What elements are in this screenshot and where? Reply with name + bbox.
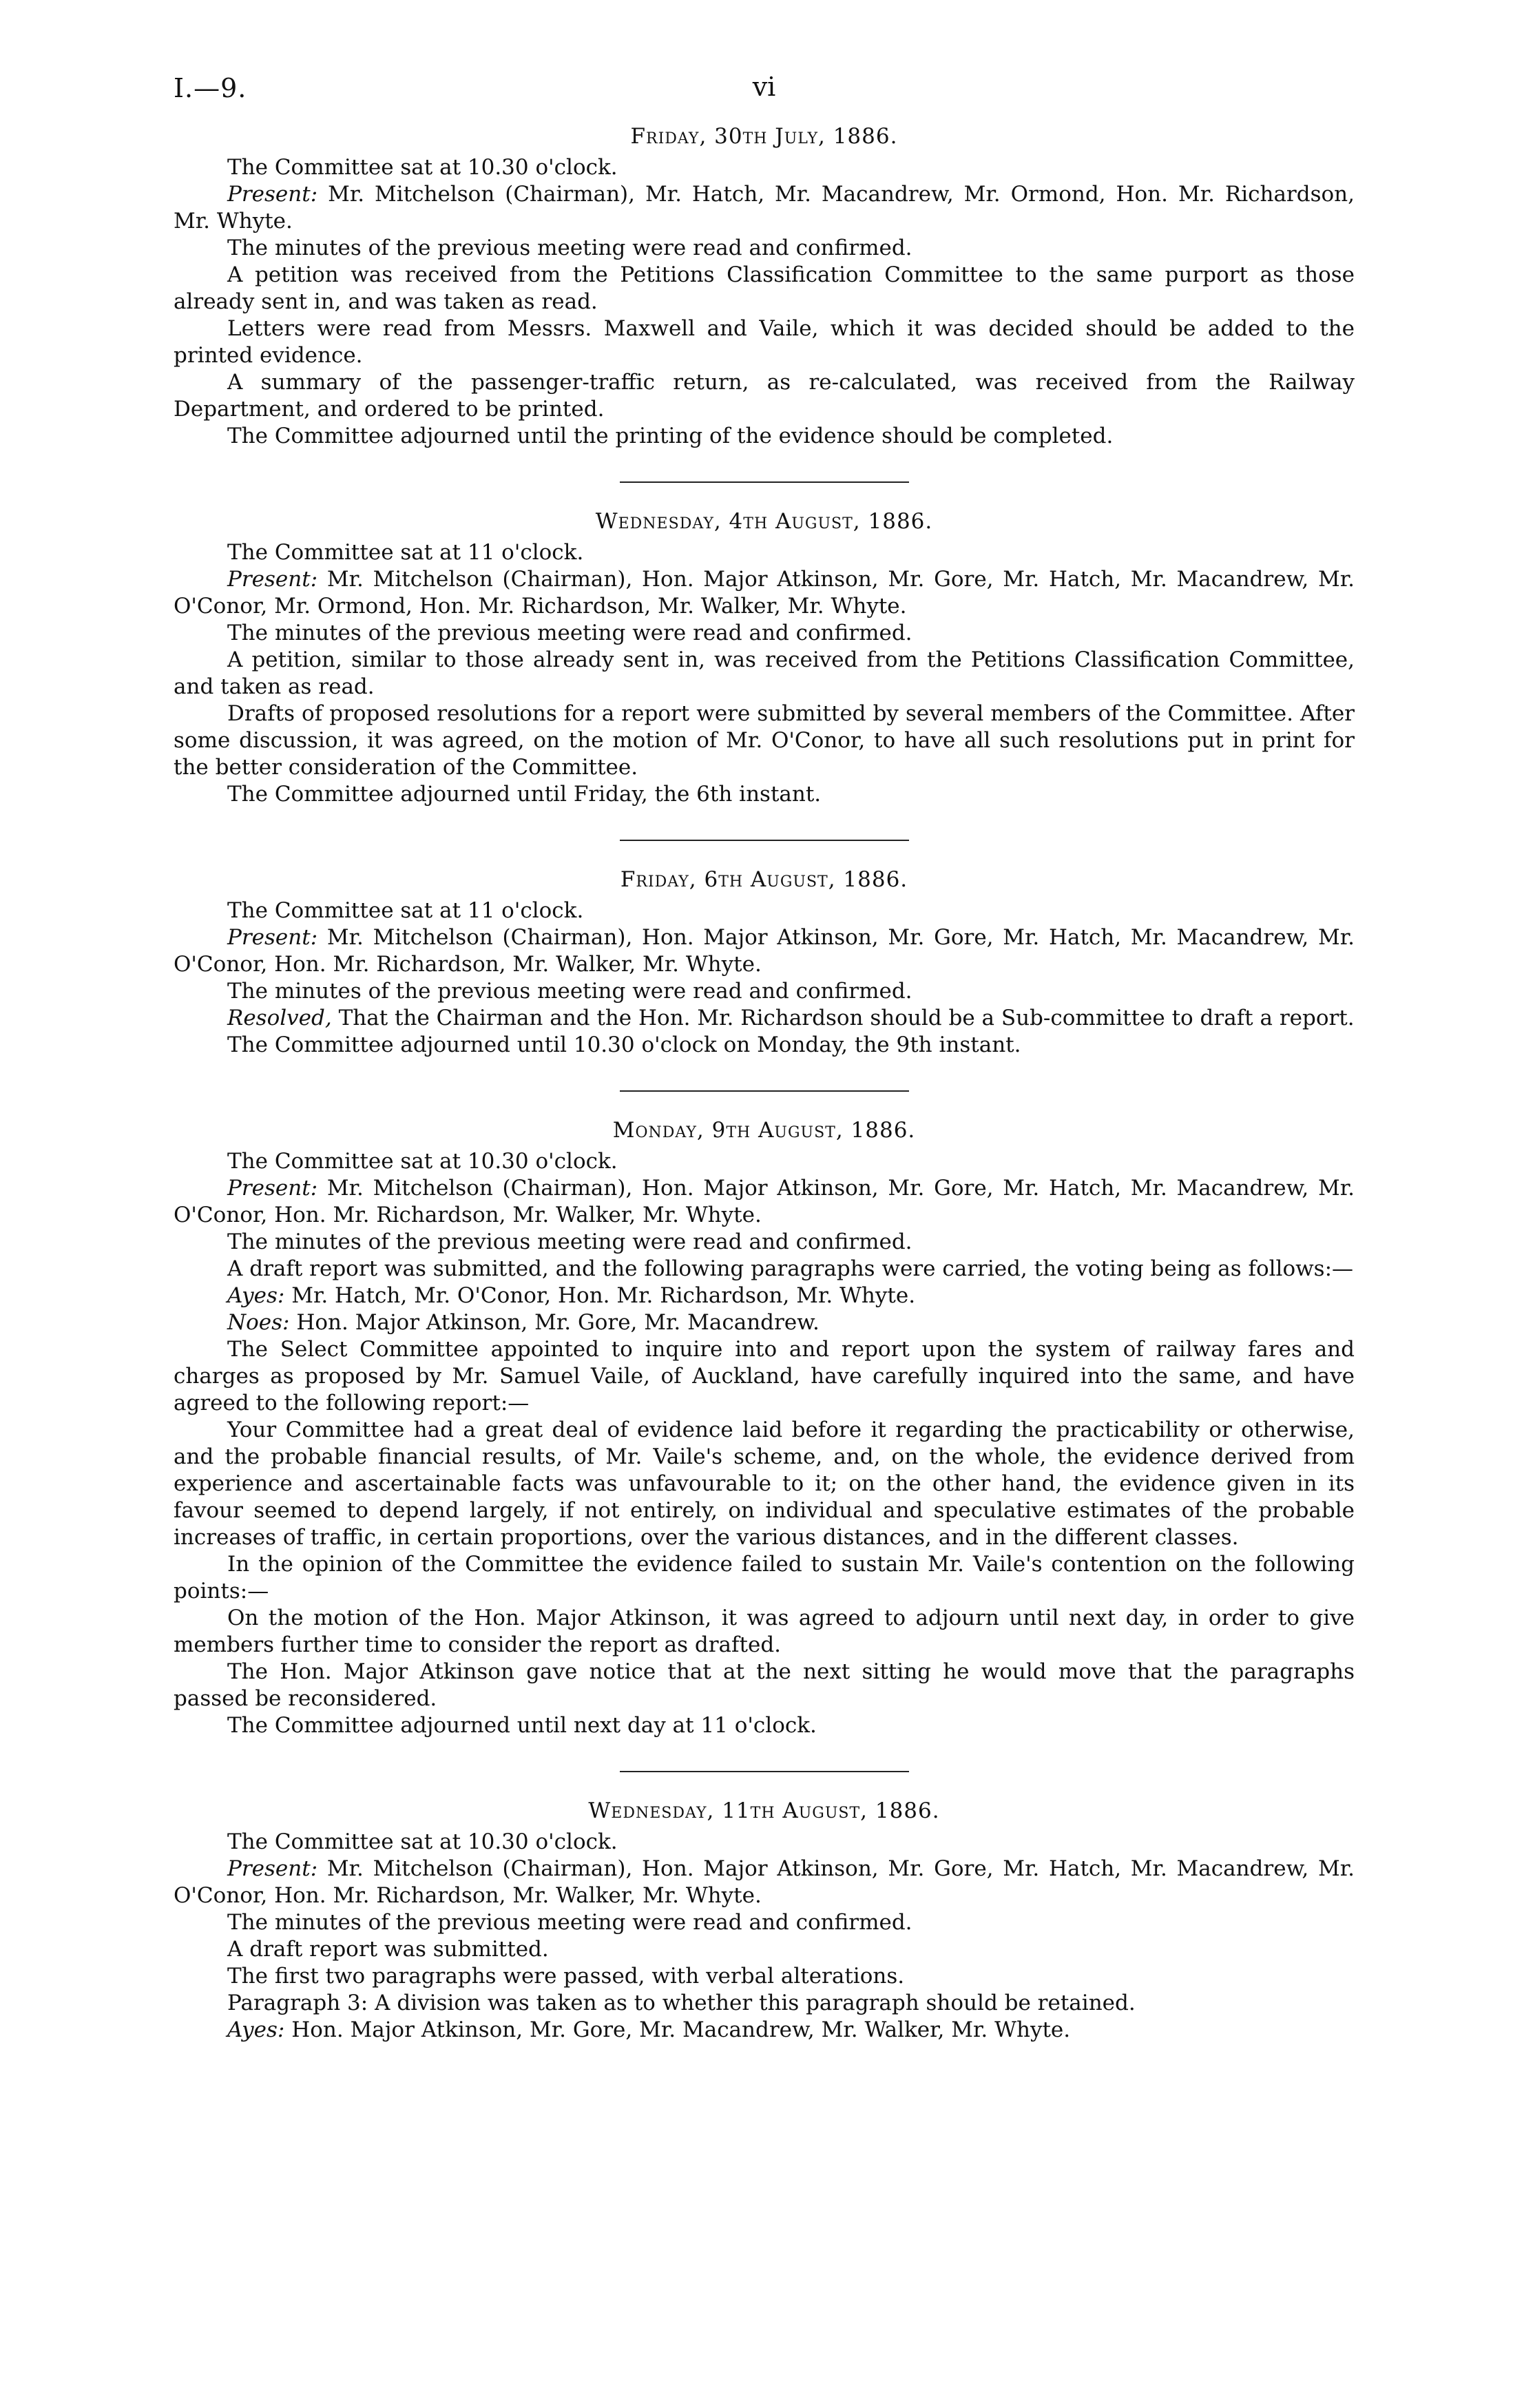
minute-paragraph (174, 566, 1355, 620)
paragraph-text: The Committee adjourned until Friday, the 6th instant. (227, 782, 822, 807)
paragraph-text: A petition, similar to those already sent in, was received from the Petitions Classification Committee, and taken as read. (174, 647, 1355, 699)
meeting-date-heading: Wednesday, 11th August, 1886. (588, 1798, 940, 1823)
paragraph-text: The first two paragraphs were passed, with verbal alterations. (227, 1964, 905, 1989)
meeting-section (174, 1118, 1355, 1739)
minute-paragraph (174, 1712, 1355, 1739)
paragraph-text: The Committee sat at 10.30 o'clock. (227, 1149, 618, 1174)
paragraph-text: The minutes of the previous meeting were read and confirmed. (227, 621, 912, 645)
paragraph-text: Drafts of proposed resolutions for a report were submitted by several members of the Committee. After some discussion, it was agreed, on the motion of Mr. O'Conor, to have all such resolutions put in print for the better consideration of the Committee. (174, 701, 1355, 780)
page-header (174, 69, 1355, 124)
minute-paragraph (174, 1417, 1355, 1551)
paragraph-label: Present: (227, 1856, 318, 1881)
paragraph-text: Mr. Mitchelson (Chairman), Mr. Hatch, Mr. Macandrew, Mr. Ormond, Hon. Mr. Richardson, Mr. Whyte. (174, 182, 1355, 233)
paragraph-text: A petition was received from the Petitions Classification Committee to the same purport as those already sent in, and was taken as read. (174, 262, 1355, 314)
paragraph-text: The Committee adjourned until 10.30 o'clock on Monday, the 9th instant. (227, 1032, 1021, 1057)
minute-paragraph (174, 369, 1355, 423)
paragraph-text: The Committee sat at 10.30 o'clock. (227, 1829, 618, 1854)
minute-paragraph (174, 1551, 1355, 1605)
meeting-date-heading: Friday, 30th July, 1886. (630, 124, 898, 149)
parliamentary-paper-reference: I.—9. (174, 73, 247, 103)
paragraph-label: Resolved, (227, 1006, 332, 1030)
paragraph-text: Your Committee had a great deal of evidence laid before it regarding the practicability or otherwise, and the probable financial results, of Mr. Vaile's scheme, and, on the whole, the evidence derived from experience and ascertainable facts was unfavourable to it; on the other hand, the evidence given in its favour seemed to depend largely, if not entirely, on individual and speculative estimates of the probable increases of traffic, in certain proportions, over the various distances, and in the different classes. (174, 1418, 1355, 1550)
minute-paragraph (174, 1659, 1355, 1712)
paragraph-text: Hon. Major Atkinson, Mr. Gore, Mr. Macandrew. (289, 1310, 820, 1335)
minute-paragraph (174, 1336, 1355, 1417)
paragraph-text: Letters were read from Messrs. Maxwell and Vaile, which it was decided should be added to the printed evidence. (174, 316, 1355, 368)
meeting-date-heading: Friday, 6th August, 1886. (620, 867, 908, 892)
page-number: vi (752, 72, 776, 102)
meeting-section (174, 509, 1355, 808)
minute-paragraph (174, 1148, 1355, 1175)
section-divider (620, 840, 909, 841)
paragraph-text: The Committee adjourned until next day at 11 o'clock. (227, 1713, 817, 1738)
paragraph-label: Present: (227, 925, 318, 950)
paragraph-text: The Committee adjourned until the printing of the evidence should be completed. (227, 424, 1114, 448)
paragraph-text: That the Chairman and the Hon. Mr. Richardson should be a Sub-committee to draft a report. (331, 1006, 1355, 1030)
paragraph-text: The minutes of the previous meeting were read and confirmed. (227, 1229, 912, 1254)
paragraph-text: Mr. Mitchelson (Chairman), Hon. Major Atkinson, Mr. Gore, Mr. Hatch, Mr. Macandrew, Mr. O'Conor, Hon. Mr. Richardson, Mr. Walker, Mr. Whyte. (174, 925, 1355, 977)
minute-paragraph (174, 1175, 1355, 1229)
minute-paragraph (174, 181, 1355, 235)
minute-paragraph (174, 1256, 1355, 1283)
paragraph-label: Present: (227, 182, 318, 207)
minute-paragraph (174, 1856, 1355, 1909)
paragraph-text: Mr. Mitchelson (Chairman), Hon. Major Atkinson, Mr. Gore, Mr. Hatch, Mr. Macandrew, Mr. O'Conor, Mr. Ormond, Hon. Mr. Richardson, Mr. Walker, Mr. Whyte. (174, 567, 1355, 619)
paragraph-text: The Committee sat at 10.30 o'clock. (227, 155, 618, 180)
minute-paragraph (174, 1229, 1355, 1256)
minute-paragraph (174, 1283, 1355, 1309)
paragraph-text: Mr. Mitchelson (Chairman), Hon. Major Atkinson, Mr. Gore, Mr. Hatch, Mr. Macandrew, Mr. O'Conor, Hon. Mr. Richardson, Mr. Walker, Mr. Whyte. (174, 1176, 1355, 1227)
paragraph-text: In the opinion of the Committee the evidence failed to sustain Mr. Vaile's contention on the following points:— (174, 1552, 1355, 1603)
paragraph-text: A draft report was submitted. (227, 1937, 549, 1962)
paragraph-text: The Committee sat at 11 o'clock. (227, 540, 584, 565)
minute-paragraph (174, 924, 1355, 978)
paragraph-text: The minutes of the previous meeting were read and confirmed. (227, 1910, 912, 1935)
paragraph-text: On the motion of the Hon. Major Atkinson, it was agreed to adjourn until next day, in order to give members further time to consider the report as drafted. (174, 1606, 1355, 1657)
paragraph-text: The minutes of the previous meeting were read and confirmed. (227, 979, 912, 1004)
minute-paragraph (174, 423, 1355, 450)
paragraph-text: Paragraph 3: A division was taken as to whether this paragraph should be retained. (227, 1991, 1136, 2015)
minute-paragraph (174, 539, 1355, 566)
paragraph-text: Mr. Mitchelson (Chairman), Hon. Major Atkinson, Mr. Gore, Mr. Hatch, Mr. Macandrew, Mr. O'Conor, Hon. Mr. Richardson, Mr. Walker, Mr. Whyte. (174, 1856, 1355, 1908)
minute-paragraph (174, 1936, 1355, 1963)
minute-paragraph (174, 978, 1355, 1005)
paragraph-label: Present: (227, 567, 318, 592)
meeting-section (174, 1798, 1355, 2044)
minute-paragraph (174, 1032, 1355, 1059)
minute-paragraph (174, 235, 1355, 262)
minute-paragraph (174, 1005, 1355, 1032)
minute-paragraph (174, 154, 1355, 181)
meeting-section (174, 124, 1355, 450)
minutes-body (174, 124, 1355, 2044)
section-divider (620, 1090, 909, 1092)
section-divider (620, 481, 909, 483)
minute-paragraph (174, 262, 1355, 315)
minute-paragraph (174, 1909, 1355, 1936)
minute-paragraph (174, 1309, 1355, 1336)
minute-paragraph (174, 897, 1355, 924)
meeting-date-heading: Monday, 9th August, 1886. (612, 1118, 916, 1143)
minute-paragraph (174, 315, 1355, 369)
paragraph-text: The Committee sat at 11 o'clock. (227, 898, 584, 923)
paragraph-text: The Select Committee appointed to inquire into and report upon the system of railway fares and charges as proposed by Mr. Samuel Vaile, of Auckland, have carefully inquired into the same, and have agreed to the following report:— (174, 1337, 1355, 1415)
paragraph-label: Noes: (227, 1310, 290, 1335)
paragraph-text: Mr. Hatch, Mr. O'Conor, Hon. Mr. Richardson, Mr. Whyte. (284, 1283, 916, 1308)
paragraph-label: Ayes: (227, 1283, 285, 1308)
minute-paragraph (174, 1829, 1355, 1856)
paragraph-text: The Hon. Major Atkinson gave notice that at the next sitting he would move that the paragraphs passed be reconsidered. (174, 1659, 1355, 1711)
minute-paragraph (174, 620, 1355, 647)
minute-paragraph (174, 2017, 1355, 2044)
minute-paragraph (174, 781, 1355, 808)
minute-paragraph (174, 700, 1355, 781)
paragraph-text: A summary of the passenger-traffic return, as re-calculated, was received from the Railway Department, and ordered to be printed. (174, 370, 1355, 422)
paragraph-label: Present: (227, 1176, 318, 1201)
paragraph-text: A draft report was submitted, and the following paragraphs were carried, the voting being as follows:— (227, 1256, 1354, 1281)
minute-paragraph (174, 1990, 1355, 2017)
paragraph-label: Ayes: (227, 2017, 285, 2042)
minute-paragraph (174, 1963, 1355, 1990)
section-divider (620, 1771, 909, 1772)
paragraph-text: Hon. Major Atkinson, Mr. Gore, Mr. Macandrew, Mr. Walker, Mr. Whyte. (284, 2017, 1071, 2042)
paragraph-text: The minutes of the previous meeting were read and confirmed. (227, 236, 912, 260)
minute-paragraph (174, 647, 1355, 700)
meeting-date-heading: Wednesday, 4th August, 1886. (595, 509, 933, 534)
meeting-section (174, 867, 1355, 1059)
minute-paragraph (174, 1605, 1355, 1659)
